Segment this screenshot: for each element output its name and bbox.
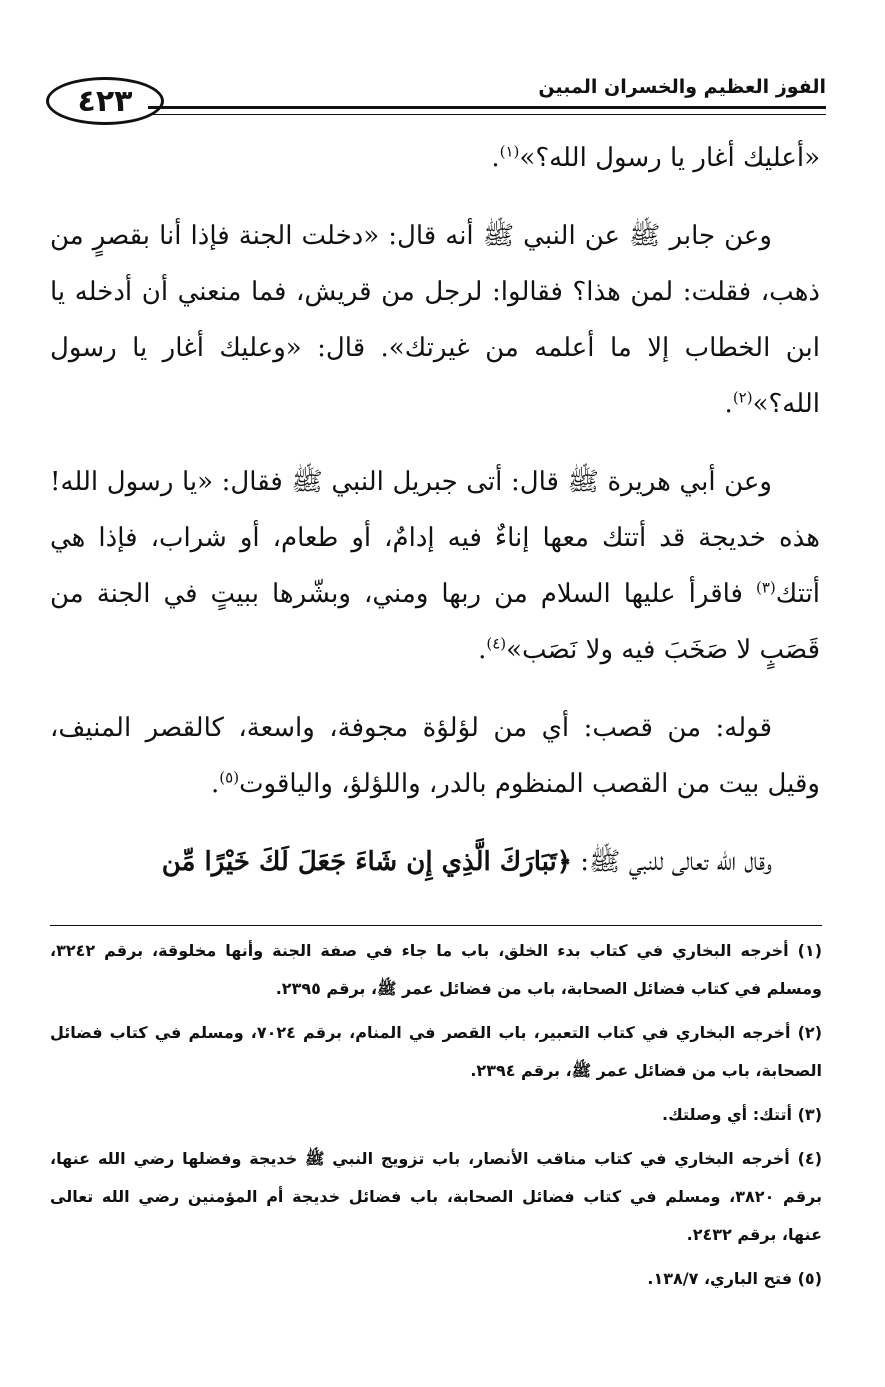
paragraph-4-end: .	[211, 769, 220, 799]
footnote-ref-5: (٥)	[219, 768, 240, 787]
paragraph-3	[50, 454, 820, 678]
footnote-1: (١) أخرجه البخاري في كتاب بدء الخلق، باب ما جاء في صفة الجنة وأنها مخلوقة، برقم ٣٢٤٢، ومسلم في كتاب فضائل الصحابة، باب من فضائل عمر ﷺ، برقم ٢٣٩٥.	[50, 941, 822, 998]
paragraph-3-text-b: فاقرأ عليها السلام من ربها ومني، وبشّرها ببيتٍ في الجنة من قَصَبٍ لا صَخَبَ فيه ولا نَصَب»	[50, 579, 820, 665]
paragraph-5	[50, 834, 820, 890]
quran-verse: ﴿تَبَارَكَ الَّذِي إِن شَاءَ جَعَلَ لَكَ خَيْرًا مِّن	[161, 847, 573, 877]
paragraph-3-end: .	[478, 635, 487, 665]
paragraph-4	[50, 700, 820, 812]
footnotes	[50, 932, 822, 1304]
header-rule-thick	[148, 106, 826, 109]
paragraph-5-text: وقال الله تعالى للنبي ﷺ:	[572, 847, 772, 877]
paragraph-1-end: .	[491, 143, 500, 173]
paragraph-3-text-a: وعن أبي هريرة ﷺ قال: أتى جبريل النبي ﷺ فقال: «يا رسول الله! هذه خديجة قد أتتك معها إناءٌ فيه إدامٌ، أو طعام، أو شراب، فإذا هي أتتك	[50, 467, 820, 609]
footnote-separator	[50, 925, 822, 926]
paragraph-2-text: وعن جابر ﷺ عن النبي ﷺ أنه قال: «دخلت الجنة فإذا أنا بقصرٍ من ذهب، فقلت: لمن هذا؟ فقالوا: لرجل من قريش، فما منعني أن أدخله يا ابن الخطاب إلا ما أعلمه من غيرتك». قال: «وعليك أغار يا رسول الله؟»	[50, 221, 820, 419]
footnote-3: (٣) أتتك: أي وصلتك.	[661, 1105, 822, 1124]
paragraph-2	[50, 208, 820, 432]
main-text	[50, 130, 820, 912]
footnote-ref-1: (١)	[499, 142, 520, 161]
footnote-4: (٤) أخرجه البخاري في كتاب مناقب الأنصار، باب تزويج النبي ﷺ خديجة وفضلها رضي الله عنها، برقم ٣٨٢٠، ومسلم في كتاب فضائل الصحابة، باب فضائل خديجة أم المؤمنين رضي الله تعالى عنها، برقم ٢٤٣٢.	[50, 1149, 823, 1244]
paragraph-4-text: قوله: من قصب: أي من لؤلؤة مجوفة، واسعة، كالقصر المنيف، وقيل بيت من القصب المنظوم بالدر، واللؤلؤ، والياقوت	[50, 713, 820, 799]
footnote-5: (٥) فتح الباري، ١٣٨/٧.	[647, 1269, 822, 1288]
paragraph-1	[50, 130, 820, 186]
running-title: الفوز العظيم والخسران المبين	[538, 76, 826, 98]
page-number-badge: ٤٢٣	[46, 77, 164, 125]
footnote-ref-2: (٢)	[732, 388, 753, 407]
footnote-ref-3: (٣)	[756, 578, 776, 597]
header-rule-thin	[150, 114, 826, 115]
footnote-ref-4: (٤)	[486, 634, 507, 653]
paragraph-2-end: .	[724, 389, 733, 419]
footnote-2: (٢) أخرجه البخاري في كتاب التعبير، باب القصر في المنام، برقم ٧٠٢٤، ومسلم في كتاب فضائل الصحابة، باب من فضائل عمر ﷺ، برقم ٢٣٩٤.	[50, 1023, 822, 1080]
paragraph-1-text: «أعليك أغار يا رسول الله؟»	[519, 143, 820, 173]
